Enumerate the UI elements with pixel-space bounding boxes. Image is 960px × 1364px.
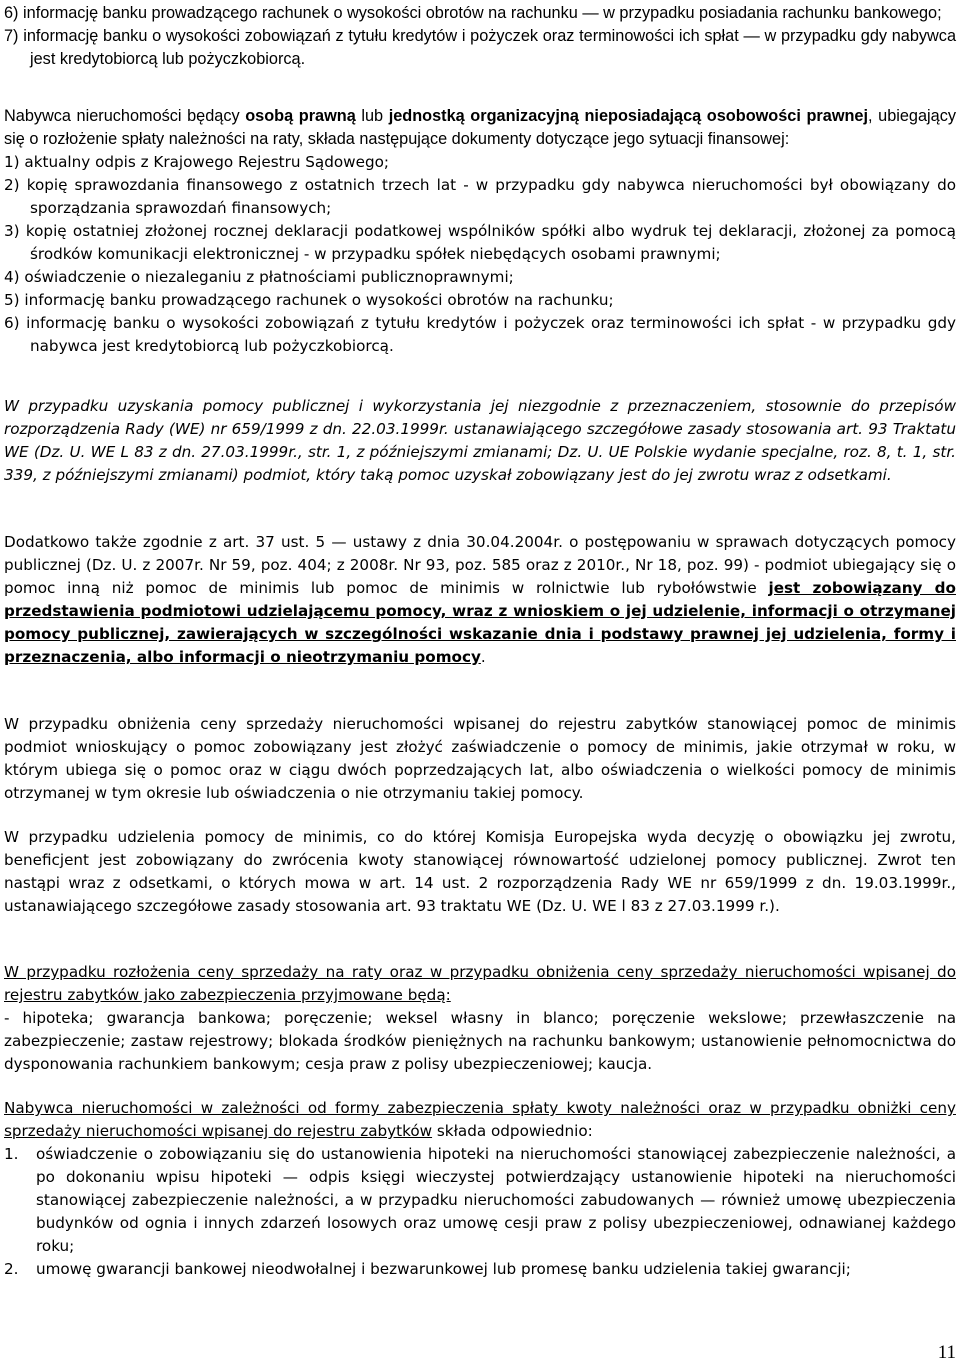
list-item: 2) kopię sprawozdania finansowego z ostatnich trzech lat - w przypadku gdy nabywca nieruchomości był obowiązany do sporządzania sprawozdań finansowych;: [4, 176, 956, 217]
list-item: 4) oświadczenie o niezaleganiu z płatnościami publicznoprawnymi;: [4, 268, 514, 286]
securities-list: - hipoteka; gwarancja bankowa; poręczenie; weksel własny in blanco; poręczenie wekslowe; przewłaszczenie na zabezpieczenie; zastaw rejestrowy; blokada środków pieniężnych na rachunku bankowym; ustanowienie pełnomocnictwa do dysponowania rachunkiem bankowym; cesja praw z polisy ubezpieczeniowej; kaucja.: [4, 1009, 956, 1073]
paragraph-text: Dodatkowo także zgodnie z art. 37 ust. 5 — ustawy z dnia 30.04.2004r. o postępowaniu w sprawach dotyczących pomocy publicznej (Dz. U. z 2007r. Nr 59, poz. 404; z 2008r. Nr 93, poz. 585 oraz z 2010r., Nr 18, poz. 99) - podmiot ubiegający się o pomoc inną niż pomoc de minimis lub pomoc de minimis w rolnictwie lub rybołówstwie jest zobowiązany do przedstawienia podmiotowi udzielającemu pomocy, wraz z wnioskiem o jej udzielenie, informacji o otrzymanej pomocy publicznej, zawierających w szczególności wskazanie dnia i podstawy prawnej jej udzielenia, formy i przeznaczenia, albo informacji o nieotrzymaniu pomocy.: [4, 533, 956, 666]
list-item: 2. umowę gwarancji bankowej nieodwołalnej i bezwarunkowej lub promesę banku udzielenia takiej gwarancji;: [4, 1260, 851, 1278]
legal-person-section: [4, 105, 956, 358]
commission-decision-paragraph: [4, 826, 956, 918]
securities-section: [4, 961, 956, 1076]
additional-paragraph: [4, 531, 956, 669]
list-item: 6) informację banku o wysokości zobowiązań z tytułu kredytów i pożyczek oraz terminowości ich spłat - w przypadku gdy nabywca jest kredytobiorcą lub pożyczkobiorcą.: [4, 314, 957, 355]
list-item: 1) aktualny odpis z Krajowego Rejestru Sądowego;: [4, 153, 389, 171]
monument-discount-paragraph: [4, 713, 956, 805]
buyer-submits-section: [4, 1097, 956, 1281]
list-item: 6) informację banku prowadzącego rachunek o wysokości obrotów na rachunku — w przypadku posiadania rachunku bankowego;: [4, 4, 942, 22]
list-item: 5) informację banku prowadzącego rachunek o wysokości obrotów na rachunku;: [4, 291, 614, 309]
paragraph-text: W przypadku udzielenia pomocy de minimis, co do której Komisja Europejska wyda decyzję o obowiązku jej zwrotu, beneficjent jest zobowiązany do zwrócenia kwoty stanowiącej równowartość udzielonej pomocy publicznej. Zwrot ten nastąpi wraz z odsetkami, o których mowa w art. 14 ust. 2 rozporządzenia Rady WE nr 659/1999 z dn. 19.03.1999r., ustanawiającego szczegółowe zasady stosowania art. 93 traktatu WE (Dz. U. WE l 83 z 27.03.1999 r.).: [4, 828, 956, 915]
intro-list: [4, 2, 956, 71]
list-item: 3) kopię ostatniej złożonej rocznej deklaracji podatkowej wspólników spółki albo wydruk tej deklaracji, złożonej za pomocą środków komunikacji elektronicznej - w przypadku spółek niebędących osobami prawnymi;: [4, 222, 956, 263]
list-item: 7) informację banku o wysokości zobowiązań z tytułu kredytów i pożyczek oraz terminowości ich spłat — w przypadku gdy nabywca jest kredytobiorcą lub pożyczkobiorcą.: [4, 27, 956, 68]
securities-heading: W przypadku rozłożenia ceny sprzedaży na raty oraz w przypadku obniżenia ceny sprzedaży nieruchomości wpisanej do rejestru zabytków jako zabezpieczenia przyjmowane będą:: [4, 963, 956, 1004]
buyer-submits-heading: Nabywca nieruchomości w zależności od formy zabezpieczenia spłaty kwoty należności oraz w przypadku obniżki ceny sprzedaży nieruchomości wpisanej do rejestru zabytków składa odpowiednio:: [4, 1099, 956, 1140]
paragraph-text: W przypadku obniżenia ceny sprzedaży nieruchomości wpisanej do rejestru zabytków stanowiącej pomoc de minimis podmiot wnioskujący o pomoc zobowiązany jest złożyć zaświadczenie o pomocy de minimis, jakie otrzymał w roku, w którym ubiega się o pomoc oraz w ciągu dwóch poprzedzających lat, albo oświadczenia o wielkości pomocy de minimis otrzymanej w tym okresie lub oświadczenia o nie otrzymaniu takiej pomocy.: [4, 715, 956, 802]
list-item: 1. oświadczenie o zobowiązaniu się do ustanowienia hipoteki na nieruchomości stanowiącej zabezpieczenie należności, a po dokonaniu wpisu hipoteki — odpis księgi wieczystej potwierdzający ustanowienie hipoteki na nieruchomości stanowiącej zabezpieczenie należności, a w przypadku nieruchomości zabudowanych — również umowę ubezpieczenia budynków od ognia i innych zdarzeń losowych oraz umowę cesji praw z polisy ubezpieczeniowej, odnawianej każdego roku;: [4, 1145, 956, 1255]
legal-person-intro: Nabywca nieruchomości będący osobą prawną lub jednostką organizacyjną nieposiadającą osobowości prawnej, ubiegający się o rozłożenie spłaty należności na raty, składa następujące dokumenty dotyczące jego sytuacji finansowej:: [4, 107, 956, 148]
page-number: 11: [937, 1342, 956, 1363]
public-aid-misuse-paragraph: [4, 395, 956, 487]
paragraph-text: W przypadku uzyskania pomocy publicznej i wykorzystania jej niezgodnie z przeznaczeniem, stosownie do przepisów rozporządzenia Rady (WE) nr 659/1999 z dn. 22.03.1999r. ustanawiającego szczegółowe zasady stosowania art. 93 Traktatu WE (Dz. U. WE L 83 z dn. 27.03.1999r., str. 1, z późniejszymi zmianami; Dz. U. UE Polskie wydanie specjalne, roz. 8, t. 1, str. 339, z późniejszymi zmianami) podmiot, który taką pomoc uzyskał zobowiązany jest do jej zwrotu wraz z odsetkami.: [4, 397, 956, 484]
